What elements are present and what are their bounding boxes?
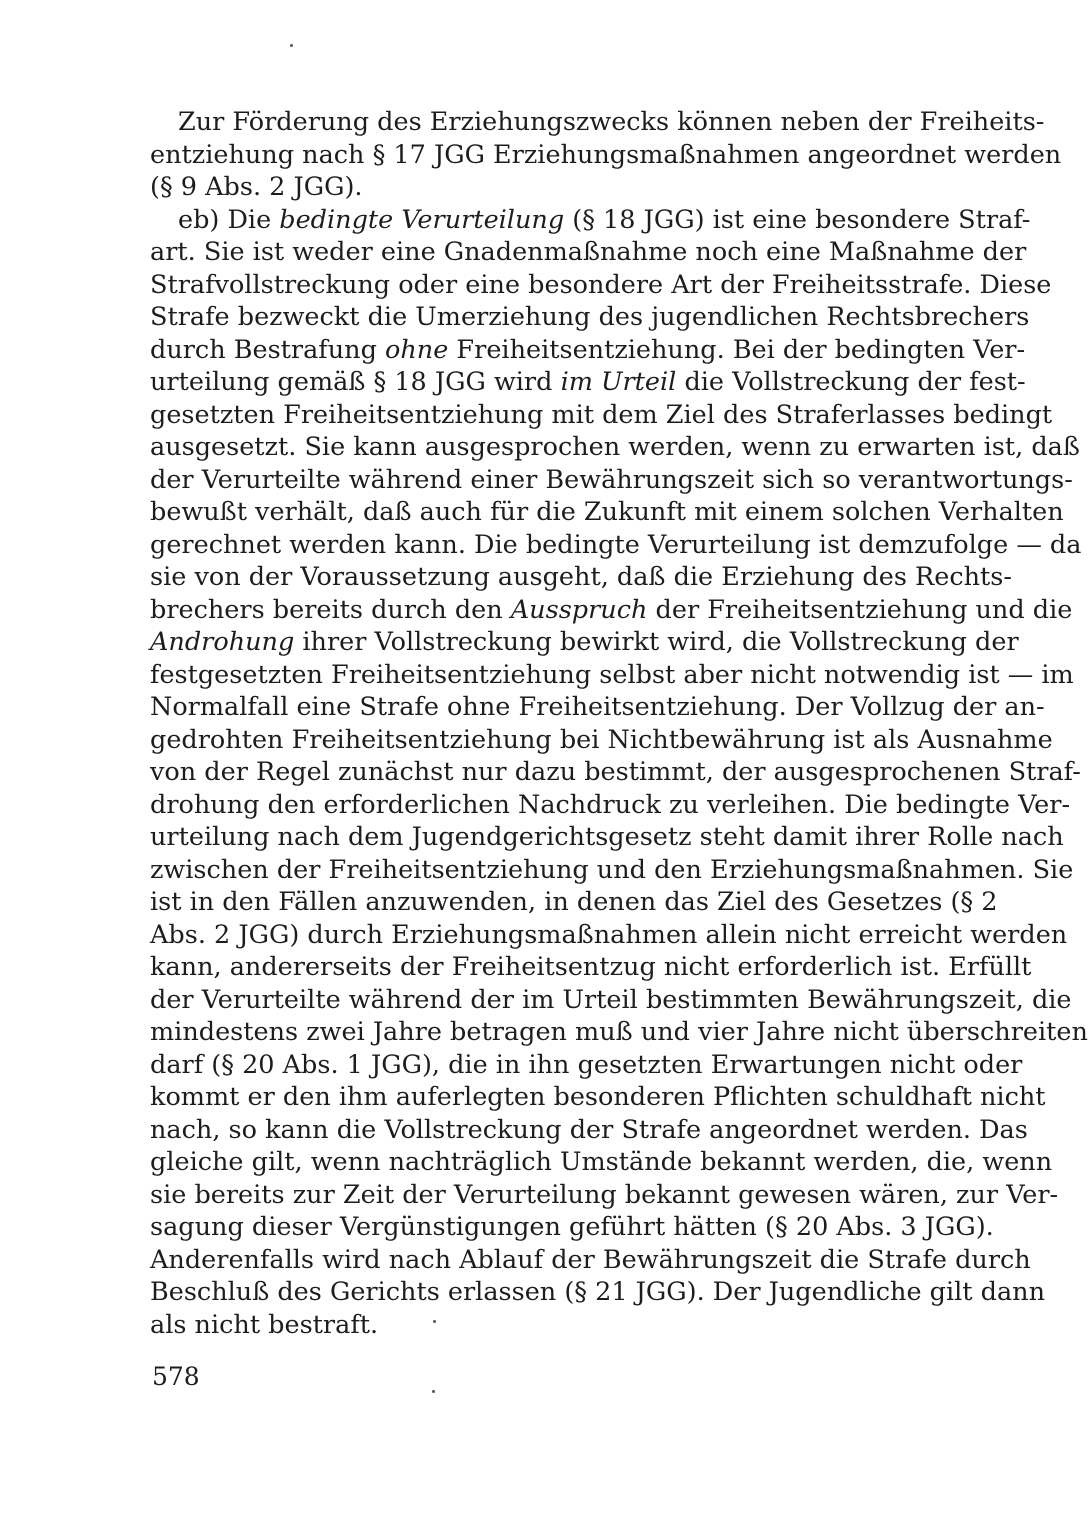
text-run: Freiheitsentziehung. Bei der bedingten Ver- — [448, 334, 1026, 365]
text-line — [150, 204, 1031, 237]
text-run: brechers bereits durch den — [150, 594, 511, 625]
text-line: sie bereits zur Zeit der Verurteilung bekannt gewesen wären, zur Ver- — [150, 1179, 1059, 1210]
text-line — [150, 334, 1026, 367]
emphasis: bedingte Verurteilung — [279, 204, 565, 235]
text-line: Normalfall eine Strafe ohne Freiheitsentziehung. Der Vollzug der an- — [150, 692, 1045, 722]
text-line: darf (§ 20 Abs. 1 JGG), die in ihn gesetzten Erwartungen nicht oder — [150, 1049, 1023, 1080]
text-line: gedrohten Freiheitsentziehung bei Nichtbewährung ist als Ausnahme — [150, 724, 1053, 755]
emphasis: ohne — [385, 334, 449, 365]
text-line: festgesetzten Freiheitsentziehung selbst aber nicht notwendig ist — im — [150, 659, 1074, 690]
emphasis: im Urteil — [560, 367, 677, 397]
text-line: bewußt verhält, daß auch für die Zukunft mit einem solchen Verhalten — [150, 497, 1064, 527]
text-line: (§ 9 Abs. 2 JGG). — [150, 172, 363, 202]
text-line: Strafvollstreckung oder eine besondere Art der Freiheitsstrafe. Diese — [150, 269, 1052, 300]
text-run: durch Bestrafung — [150, 334, 386, 365]
text-run: (§ 18 JGG) ist eine besondere Straf- — [564, 204, 1031, 235]
body-text — [150, 106, 1088, 1341]
text-line: art. Sie ist weder eine Gnadenmaßnahme noch eine Maßnahme der — [150, 237, 1027, 267]
text-line: sagung dieser Vergünstigungen geführt hätten (§ 20 Abs. 3 JGG). — [150, 1212, 994, 1242]
text-line: als nicht bestraft. — [150, 1309, 379, 1340]
text-line: der Verurteilte während der im Urteil bestimmten Bewährungszeit, die — [150, 984, 1072, 1015]
text-line: ist in den Fällen anzuwenden, in denen das Ziel des Gesetzes (§ 2 — [150, 887, 998, 917]
text-line: von der Regel zunächst nur dazu bestimmt, der ausgesprochenen Straf- — [150, 757, 1081, 787]
text-line: gleiche gilt, wenn nachträglich Umstände bekannt werden, die, wenn — [150, 1147, 1053, 1177]
text-line — [150, 626, 1019, 659]
text-line: Zur Förderung des Erziehungszwecks können neben der Freiheits- — [178, 107, 1045, 137]
paragraph-2 — [150, 204, 1088, 1342]
text-line — [150, 594, 1073, 627]
text-line: gesetzten Freiheitsentziehung mit dem Ziel des Straferlasses bedingt — [150, 399, 1053, 430]
text-run: die Vollstreckung der fest- — [676, 367, 1026, 397]
text-line: Anderenfalls wird nach Ablauf der Bewährungszeit die Strafe durch — [150, 1244, 1031, 1275]
text-line: mindestens zwei Jahre betragen muß und vier Jahre nicht überschreiten — [150, 1017, 1088, 1047]
text-run: der Freiheitsentziehung und die — [647, 594, 1073, 625]
paragraph-1 — [150, 106, 1062, 204]
paper-speck — [433, 1320, 436, 1323]
text-line — [150, 366, 1026, 399]
text-line: Beschluß des Gerichts erlassen (§ 21 JGG). Der Jugendliche gilt dann — [150, 1277, 1046, 1307]
text-run: ihrer Vollstreckung bewirkt wird, die Vollstreckung der — [294, 627, 1019, 657]
text-run: urteilung gemäß § 18 JGG wird — [150, 367, 561, 397]
text-line: zwischen der Freiheitsentziehung und den Erziehungsmaßnahmen. Sie — [150, 854, 1074, 885]
text-line: Strafe bezweckt die Umerziehung des jugendlichen Rechtsbrechers — [150, 302, 1030, 332]
emphasis: Ausspruch — [510, 594, 648, 625]
text-line: Abs. 2 JGG) durch Erziehungsmaßnahmen allein nicht erreicht werden — [150, 919, 1068, 950]
text-line: urteilung nach dem Jugendgerichtsgesetz steht damit ihrer Rolle nach — [150, 822, 1064, 852]
text-line: kommt er den ihm auferlegten besonderen Pflichten schuldhaft nicht — [150, 1082, 1046, 1112]
text-line: ausgesetzt. Sie kann ausgesprochen werden, wenn zu erwarten ist, daß — [150, 432, 1080, 462]
text-line: drohung den erforderlichen Nachdruck zu verleihen. Die bedingte Ver- — [150, 789, 1071, 820]
paper-speck — [432, 1390, 435, 1393]
text-line: entziehung nach § 17 JGG Erziehungsmaßnahmen angeordnet werden — [150, 139, 1062, 170]
text-line: kann, andererseits der Freiheitsentzug nicht erforderlich ist. Erfüllt — [150, 952, 1032, 982]
paper-speck — [290, 44, 293, 47]
text-line: gerechnet werden kann. Die bedingte Verurteilung ist demzufolge — da — [150, 529, 1082, 560]
text-line: der Verurteilte während einer Bewährungszeit sich so verantwortungs- — [150, 464, 1073, 495]
page-number: 578 — [152, 1362, 200, 1391]
text-line: sie von der Voraussetzung ausgeht, daß die Erziehung des Rechts- — [150, 562, 1012, 592]
emphasis: Androhung — [150, 627, 295, 657]
text-line: nach, so kann die Vollstreckung der Strafe angeordnet werden. Das — [150, 1114, 1028, 1145]
text-run: eb) Die — [178, 204, 280, 235]
